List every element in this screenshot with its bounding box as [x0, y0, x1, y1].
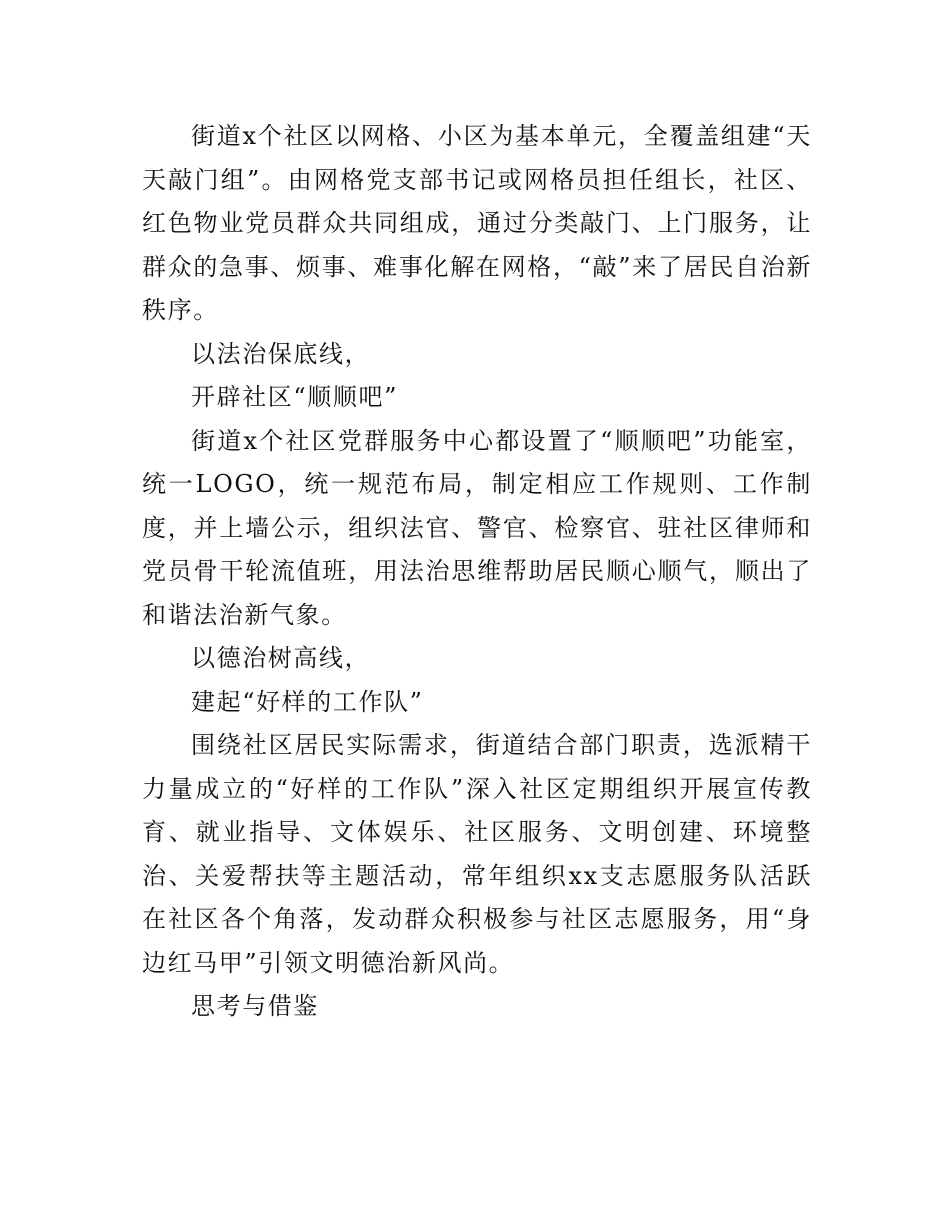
heading-rule-of-law-line: 以法治保底线， — [191, 339, 371, 368]
heading-reflection: 思考与借鉴 — [191, 992, 319, 1020]
heading-shunshun-bar: 开辟社区“顺顺吧” — [191, 383, 398, 411]
heading-good-work-team: 建起“好样的工作队” — [191, 687, 424, 716]
heading-rule-of-virtue-line: 以德治树高线， — [191, 644, 371, 672]
paragraph-good-work-team: 围绕社区居民实际需求，街道结合部门职责，选派精干力量成立的“好样的工作队”深入社区定期组织开展宣传教育、就业指导、文体娱乐、社区服务、文明创建、环境整治、关爱帮扶等主题活动，常年组织xx支志愿服务队活跃在社区各个角落，发动群众积极参与社区志愿服务，用“身边红马甲”引领文明德治新风尚。 — [142, 731, 812, 977]
document-body — [142, 115, 812, 1029]
paragraph-shunshun-bar: 街道x个社区党群服务中心都设置了“顺顺吧”功能室，统一LOGO，统一规范布局，制定相应工作规则、工作制度，并上墙公示，组织法官、警官、检察官、驻社区律师和党员骨干轮流值班，用法治思维帮助居民顺心顺气，顺出了和谐法治新气象。 — [142, 426, 812, 629]
paragraph-tiantian-knock-group: 街道x个社区以网格、小区为基本单元，全覆盖组建“天天敲门组”。由网格党支部书记或网格员担任组长，社区、红色物业党员群众共同组成，通过分类敲门、上门服务，让群众的急事、烦事、难事化解在网格，“敲”来了居民自治新秩序。 — [142, 122, 812, 324]
